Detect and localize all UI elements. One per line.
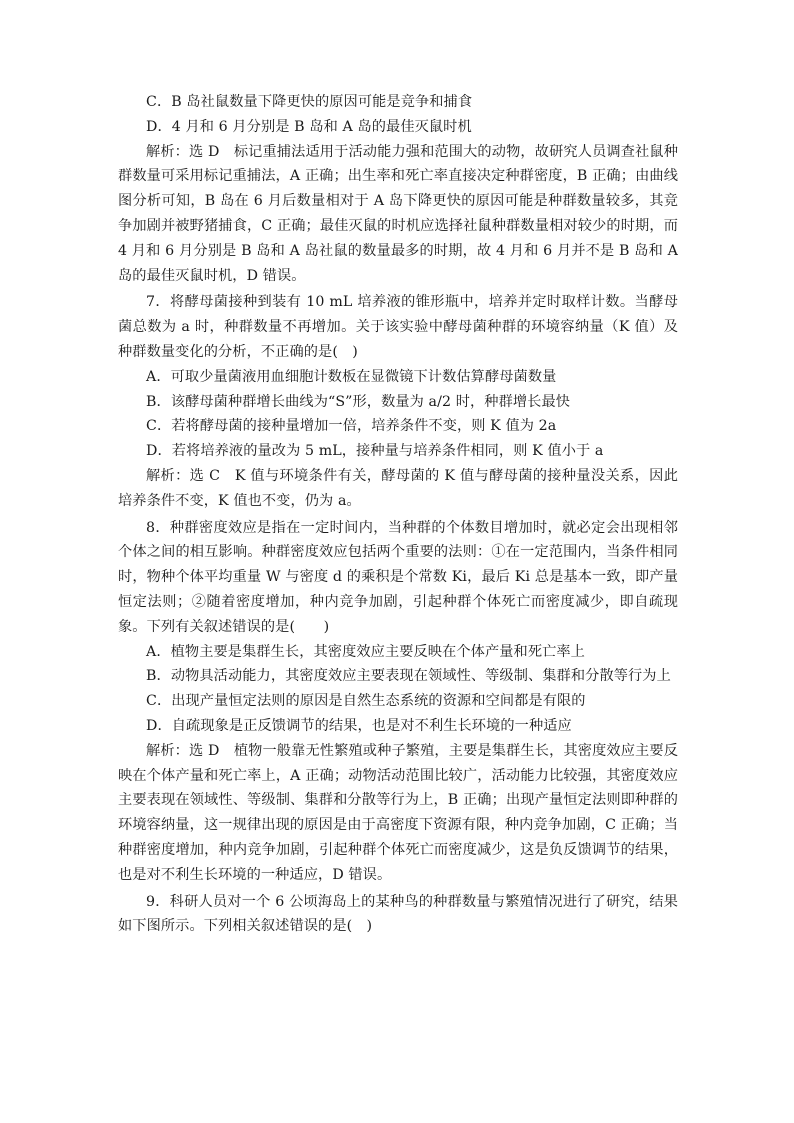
document-page — [118, 90, 678, 939]
q8-option-b: B．动物具活动能力，其密度效应主要表现在领域性、等级制、集群和分散等行为上 — [146, 668, 671, 685]
q7-analysis: 解析：选 C K 值与环境条件有关，酵母菌的 K 值与酵母菌的接种量没关系，因此培养条件不变，K 值也不变，仍为 a。 — [118, 467, 678, 509]
q7-option-d: D．若将培养液的量改为 5 mL，接种量与培养条件相同，则 K 值小于 a — [146, 443, 604, 460]
q7-option-c: C．若将酵母菌的接种量增加一倍，培养条件不变，则 K 值为 2a — [146, 418, 557, 435]
q8-option-c: C．出现产量恒定法则的原因是自然生态系统的资源和空间都是有限的 — [146, 693, 586, 710]
q8-stem: 8．种群密度效应是指在一定时间内，当种群的个体数目增加时，就必定会出现相邻个体之间的相互影响。种群密度效应包括两个重要的法则：①在一定范围内，当条件相同时，物种个体平均重量 W 与密度 d 的乘积是个常数 Ki，最后 Ki 总是基本一致，即产量恒定法则；②随着密度增加，种内竞争加剧，引起种群个体死亡而密度减少，即自疏现象。下列有关叙述错误的是( ) — [118, 519, 678, 635]
q7-option-a: A．可取少量菌液用血细胞计数板在显微镜下计数估算酵母菌数量 — [146, 368, 557, 385]
q8-option-d: D．自疏现象是正反馈调节的结果，也是对不利生长环境的一种适应 — [146, 717, 572, 734]
q8-analysis: 解析：选 D 植物一般靠无性繁殖或种子繁殖，主要是集群生长，其密度效应主要反映在个体产量和死亡率上，A 正确；动物活动范围比较广，活动能力比较强，其密度效应主要表现在领域性、等级制、集群和分散等行为上，B 正确；出现产量恒定法则即种群的环境容纳量，这一规律出现的原因是由于高密度下资源有限，种内竞争加剧，C 正确；当种群密度增加，种内竞争加剧，引起种群个体死亡而密度减少，这是负反馈调节的结果，也是对不利生长环境的一种适应，D 错误。 — [118, 742, 678, 883]
q6-option-d: D．4 月和 6 月分别是 B 岛和 A 岛的最佳灭鼠时机 — [146, 118, 472, 135]
q8-option-a: A．植物主要是集群生长，其密度效应主要反映在个体产量和死亡率上 — [146, 643, 585, 660]
q7-option-b: B．该酵母菌种群增长曲线为“S”形，数量为 a/2 时，种群增长最快 — [146, 393, 571, 410]
q6-analysis: 解析：选 D 标记重捕法适用于活动能力强和范围大的动物，故研究人员调查社鼠种群数量可采用标记重捕法，A 正确；出生率和死亡率直接决定种群密度，B 正确；由曲线图分析可知，B 岛在 6 月后数量相对于 A 岛下降更快的原因可能是种群数量较多，其竞争加剧并被野猪捕食，C 正确；最佳灭鼠的时机应选择社鼠种群数量相对较少的时期，而 4 月和 6 月分别是 B 岛和 A 岛社鼠的数量最多的时期，故 4 月和 6 月并不是 B 岛和 A 岛的最佳灭鼠时机，D 错误。 — [118, 143, 678, 284]
q9-stem: 9．科研人员对一个 6 公顷海岛上的某种鸟的种群数量与繁殖情况进行了研究，结果如下图所示。下列相关叙述错误的是( ) — [118, 893, 678, 935]
q7-stem: 7．将酵母菌接种到装有 10 mL 培养液的锥形瓶中，培养并定时取样计数。当酵母菌总数为 a 时，种群数量不再增加。关于该实验中酵母菌种群的环境容纳量（K 值）及种群数量变化的分析，不正确的是( ) — [118, 294, 678, 360]
q6-option-c: C．B 岛社鼠数量下降更快的原因可能是竞争和捕食 — [146, 94, 473, 110]
